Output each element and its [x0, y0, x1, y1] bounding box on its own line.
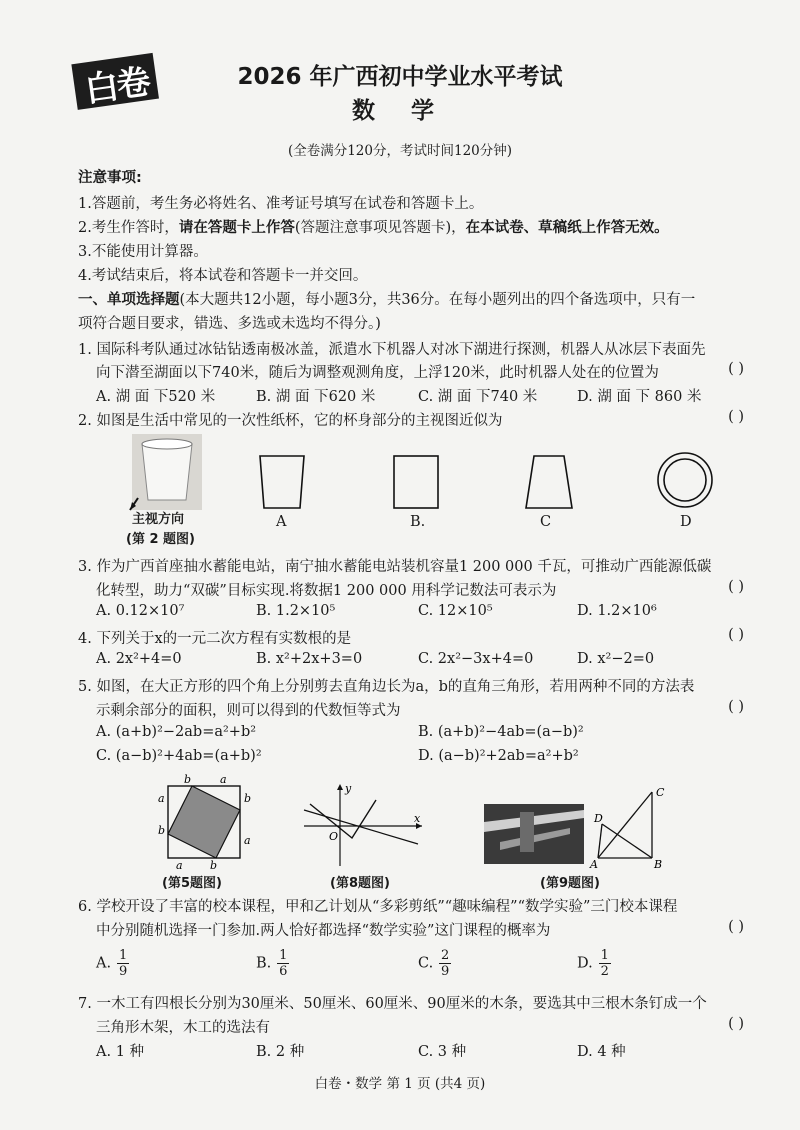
q5-line1: 5. 如图，在大正方形的四个角上分别剪去直角边长为a，b的直角三角形，若用两种不同的方法表: [78, 679, 695, 695]
q4-option-d: D. x²−2=0: [577, 651, 655, 667]
q6-option-d-num: 1: [600, 948, 609, 963]
fig8-label-y: y: [345, 782, 352, 795]
q5-answer-paren: ( ): [728, 699, 744, 715]
q6-option-c-den: 9: [441, 964, 450, 979]
q3-answer-paren: ( ): [728, 579, 744, 595]
fig9-label-c: C: [656, 786, 665, 799]
fig9-figure: [480, 782, 680, 872]
q6-option-b-label: B.: [256, 955, 272, 972]
q2-caption: (第 2 题图): [126, 532, 195, 547]
section-title: 一、单项选择题: [78, 292, 180, 308]
q3-option-a: A. 0.12×10⁷: [96, 603, 185, 619]
q6-option-a-label: A.: [96, 955, 112, 972]
q4-option-c: C. 2x²−3x+4=0: [418, 651, 534, 667]
q4-answer-paren: ( ): [728, 627, 744, 643]
fig5-diagram: [150, 774, 260, 870]
q1-answer-paren: ( ): [728, 361, 744, 377]
q6-option-b: [256, 948, 289, 979]
section-desc-1: (本大题共12小题，每小题3分，共36分。在每小题列出的四个备选项中，只有一: [179, 292, 696, 308]
q6-option-d: [577, 948, 611, 979]
exam-note: (全卷满分120分，考试时间120分钟): [287, 143, 513, 159]
q5-option-a: A. (a+b)²−2ab=a²+b²: [96, 724, 257, 740]
fig5-label-b-top: b: [184, 774, 192, 786]
q1-option-d: D. 湖 面 下 860 米: [577, 389, 702, 405]
notice-item-1: 1.答题前，考生务必将姓名、准考证号填写在试卷和答题卡上。: [78, 196, 484, 212]
q6-option-c-label: C.: [418, 955, 434, 972]
q3-line1: 3. 作为广西首座抽水蓄能电站，南宁抽水蓄能电站装机容量1 200 000 千瓦，可推动广西能源低碳: [78, 559, 712, 575]
q4-line1: 4. 下列关于x的一元二次方程有实数根的是: [78, 631, 352, 647]
q2-label-c: C: [540, 514, 552, 530]
option-a-shape: [260, 456, 304, 508]
q6-option-a-den: 9: [118, 964, 128, 979]
q6-line1: 6. 学校开设了丰富的校本课程，甲和乙计划从“多彩剪纸”“趣味编程”“数学实验”三门校本课程: [78, 899, 678, 915]
fig5-label-a-bottom: a: [176, 859, 183, 870]
badge-text: 白卷: [82, 61, 152, 111]
fig5-caption: (第5题图): [162, 876, 222, 891]
notice-item-2-part2: (答题注意事项见答题卡)，: [294, 220, 466, 236]
fig9-ac: [598, 792, 652, 858]
q2-figure: [120, 430, 760, 540]
q3-line2: 化转型，助力“双碳”目标实现.将数据1 200 000 用科学记数法可表示为: [96, 583, 557, 599]
fig8-line: [304, 810, 418, 844]
q6-option-c: [418, 948, 451, 979]
fig5-label-a-top: a: [220, 774, 227, 786]
q6-option-d-label: D.: [577, 955, 593, 972]
q4-option-a: A. 2x²+4=0: [96, 651, 182, 667]
notice-item-2: [78, 216, 669, 237]
fig9-label-d: D: [594, 812, 603, 825]
q6-option-b-num: 1: [279, 948, 288, 963]
q1-option-a: A. 湖 面 下520 米: [96, 389, 216, 405]
q6-line2: 中分别随机选择一门参加.两人恰好都选择“数学实验”这门课程的概率为: [96, 923, 551, 939]
fig8-graph: [298, 780, 428, 870]
fig5-label-b-right: b: [244, 792, 252, 805]
q2-answer-paren: ( ): [728, 409, 744, 425]
notice-heading: 注意事项:: [78, 170, 142, 186]
page-footer: 白卷・数学 第 1 页 (共4 页): [314, 1076, 486, 1092]
q3-option-c: C. 12×10⁵: [418, 603, 493, 619]
q7-answer-paren: ( ): [728, 1016, 744, 1032]
q3-option-d: D. 1.2×10⁶: [577, 603, 657, 619]
q7-option-b: B. 2 种: [256, 1044, 305, 1060]
q1-line1: 1. 国际科考队通过冰钻钻透南极冰盖，派遣水下机器人对冰下湖进行探测，机器人从冰层下表面先: [78, 342, 706, 358]
paper-cup-photo: [130, 434, 202, 510]
fig5-label-b-left: b: [158, 824, 166, 837]
q5-option-b: B. (a+b)²−4ab=(a−b)²: [418, 724, 584, 740]
q6-option-c-num: 2: [441, 948, 450, 963]
q2-label-b: B.: [410, 514, 426, 530]
q2-label-a: A: [276, 514, 287, 530]
q6-option-a-num: 1: [118, 948, 128, 963]
fig8-label-x: x: [414, 812, 421, 825]
q6-option-d-den: 2: [600, 964, 609, 979]
fig8-v-curve: [310, 800, 376, 838]
subject-title: 数 学: [351, 98, 448, 124]
q1-option-c: C. 湖 面 下740 米: [418, 389, 538, 405]
section-desc-2: 项符合题目要求，错选、多选或未选均不得分。): [78, 316, 381, 332]
q5-option-c: C. (a−b)²+4ab=(a+b)²: [96, 748, 262, 764]
fig5-label-b-bottom: b: [210, 859, 218, 870]
q2-view-label: 主视方向: [132, 512, 185, 527]
option-c-shape: [526, 456, 572, 508]
exam-title: 2026 年广西初中学业水平考试: [237, 64, 563, 90]
notice-item-4: 4.考试结束后，将本试卷和答题卡一并交回。: [78, 268, 368, 284]
fig5-label-a-right: a: [244, 834, 251, 847]
q4-option-b: B. x²+2x+3=0: [256, 651, 363, 667]
q2-line1: 2. 如图是生活中常见的一次性纸杯，它的杯身部分的主视图近似为: [78, 413, 503, 429]
notice-item-2-bold2: 在本试卷、草稿纸上作答无效。: [465, 220, 669, 236]
fig9-label-b: B: [654, 858, 663, 871]
option-d-outer: [658, 453, 712, 507]
fig5-label-a-left: a: [158, 792, 165, 805]
fig8-caption: (第8题图): [330, 876, 390, 891]
fig5-inner-square: [168, 786, 240, 858]
section-heading: [78, 288, 695, 309]
notice-item-3: 3.不能使用计算器。: [78, 244, 208, 260]
q7-line1: 7. 一木工有四根长分别为30厘米、50厘米、60厘米、90厘米的木条，要选其中三根木条钉成一个: [78, 996, 707, 1012]
notice-item-2-bold: 请在答题卡上作答: [178, 220, 295, 236]
q7-line2: 三角形木架，木工的选法有: [96, 1020, 270, 1036]
q2-label-d: D: [680, 514, 692, 530]
q5-line2: 示剩余部分的面积，则可以得到的代数恒等式为: [96, 703, 401, 719]
fig8-label-o: O: [329, 830, 339, 843]
option-d-inner: [664, 459, 706, 501]
q6-option-b-den: 6: [279, 964, 288, 979]
notice-item-2-part1: 2.考生作答时，: [78, 220, 179, 236]
fig9-caption: (第9题图): [540, 876, 600, 891]
q6-answer-paren: ( ): [728, 919, 744, 935]
q1-option-b: B. 湖 面 下620 米: [256, 389, 376, 405]
q5-option-d: D. (a−b)²+2ab=a²+b²: [418, 748, 579, 764]
fig9-db: [602, 824, 652, 858]
q3-option-b: B. 1.2×10⁵: [256, 603, 336, 619]
q6-option-a: [96, 948, 129, 979]
option-b-shape: [394, 456, 438, 508]
q7-option-d: D. 4 种: [577, 1044, 626, 1060]
q7-option-a: A. 1 种: [96, 1044, 145, 1060]
q7-option-c: C. 3 种: [418, 1044, 467, 1060]
fig9-label-a: A: [590, 858, 598, 871]
q1-line2: 向下潜至湖面以下740米，随后为调整观测角度，上浮120米，此时机器人处在的位置为: [96, 365, 659, 381]
